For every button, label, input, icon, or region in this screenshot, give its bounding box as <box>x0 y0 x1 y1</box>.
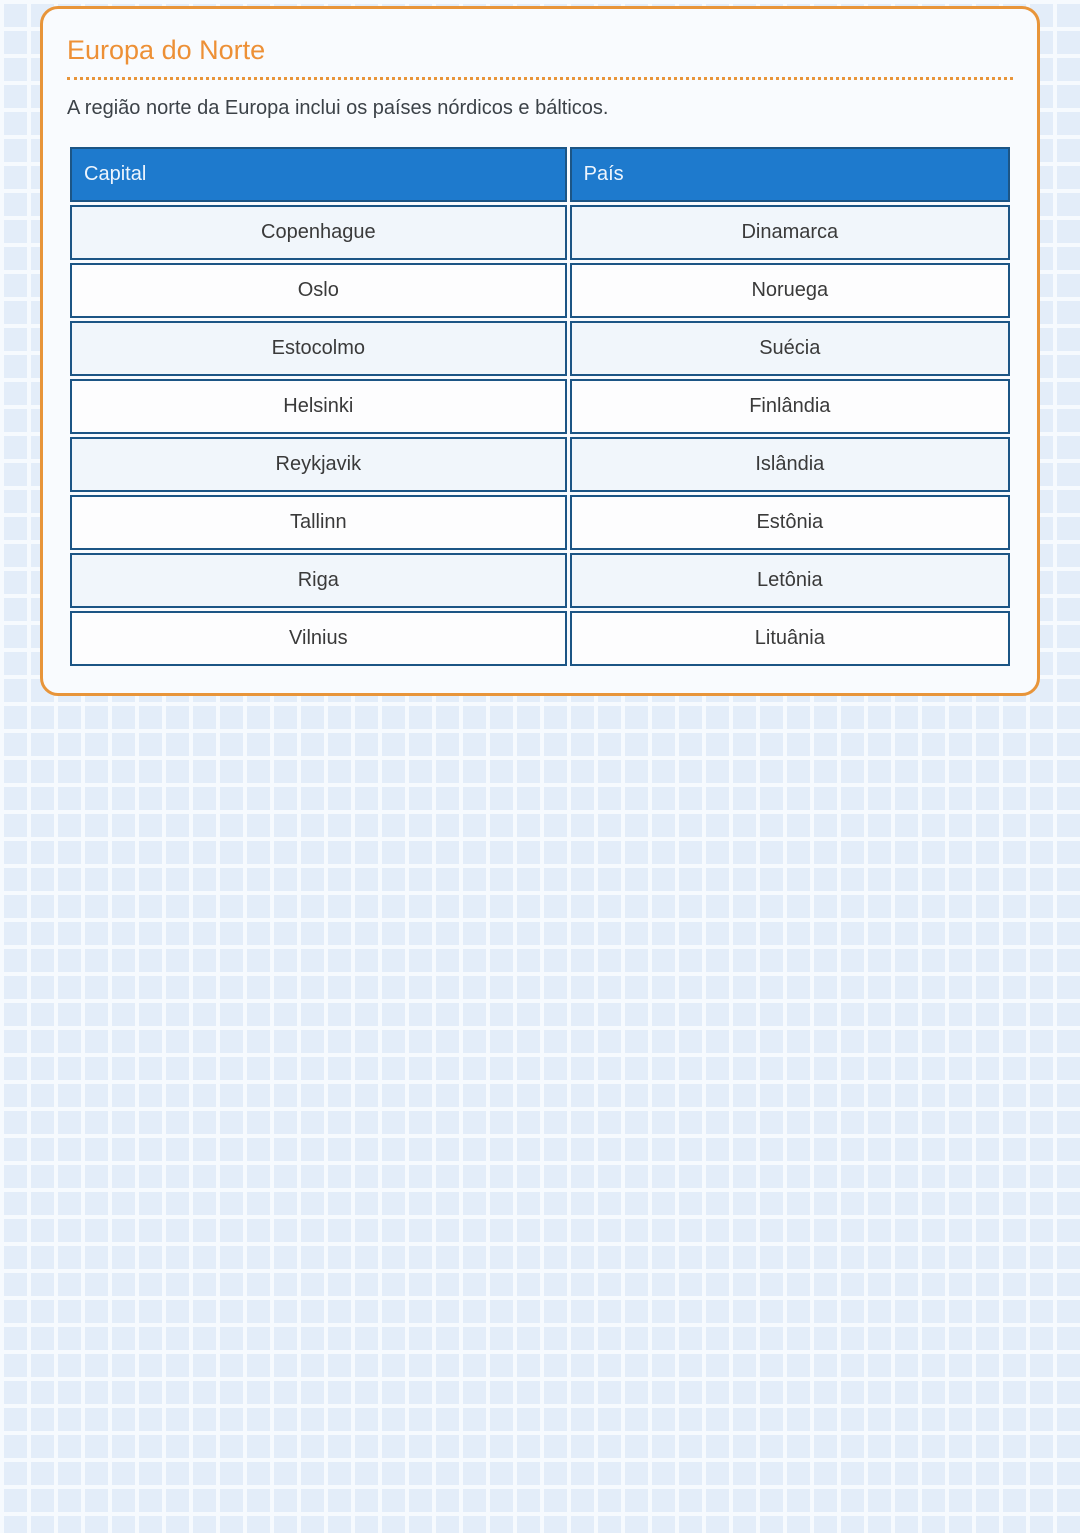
cell-pais: Islândia <box>570 437 1010 492</box>
section-description: A região norte da Europa inclui os países nórdicos e bálticos. <box>67 97 609 119</box>
cell-capital: Tallinn <box>70 495 567 550</box>
cell-pais: Noruega <box>570 263 1010 318</box>
section-card <box>40 6 1040 696</box>
cell-capital: Helsinki <box>70 379 567 434</box>
cell-capital: Reykjavik <box>70 437 567 492</box>
table-row <box>70 553 1010 608</box>
cell-pais: Estônia <box>570 495 1010 550</box>
cell-capital: Vilnius <box>70 611 567 666</box>
cell-capital: Oslo <box>70 263 567 318</box>
column-header-pais: País <box>570 147 1010 202</box>
cell-pais: Dinamarca <box>570 205 1010 260</box>
cell-capital: Riga <box>70 553 567 608</box>
cell-pais: Suécia <box>570 321 1010 376</box>
capitals-table <box>67 144 1013 669</box>
table-row <box>70 495 1010 550</box>
cell-pais: Finlândia <box>570 379 1010 434</box>
table-row <box>70 437 1010 492</box>
table-row <box>70 611 1010 666</box>
section-title: Europa do Norte <box>67 35 1013 80</box>
table-row <box>70 379 1010 434</box>
table-header-row <box>70 147 1010 202</box>
cell-capital: Copenhague <box>70 205 567 260</box>
table-row <box>70 321 1010 376</box>
table-body <box>70 205 1010 666</box>
table-row <box>70 263 1010 318</box>
table-row <box>70 205 1010 260</box>
cell-pais: Letônia <box>570 553 1010 608</box>
column-header-capital: Capital <box>70 147 567 202</box>
cell-capital: Estocolmo <box>70 321 567 376</box>
cell-pais: Lituânia <box>570 611 1010 666</box>
